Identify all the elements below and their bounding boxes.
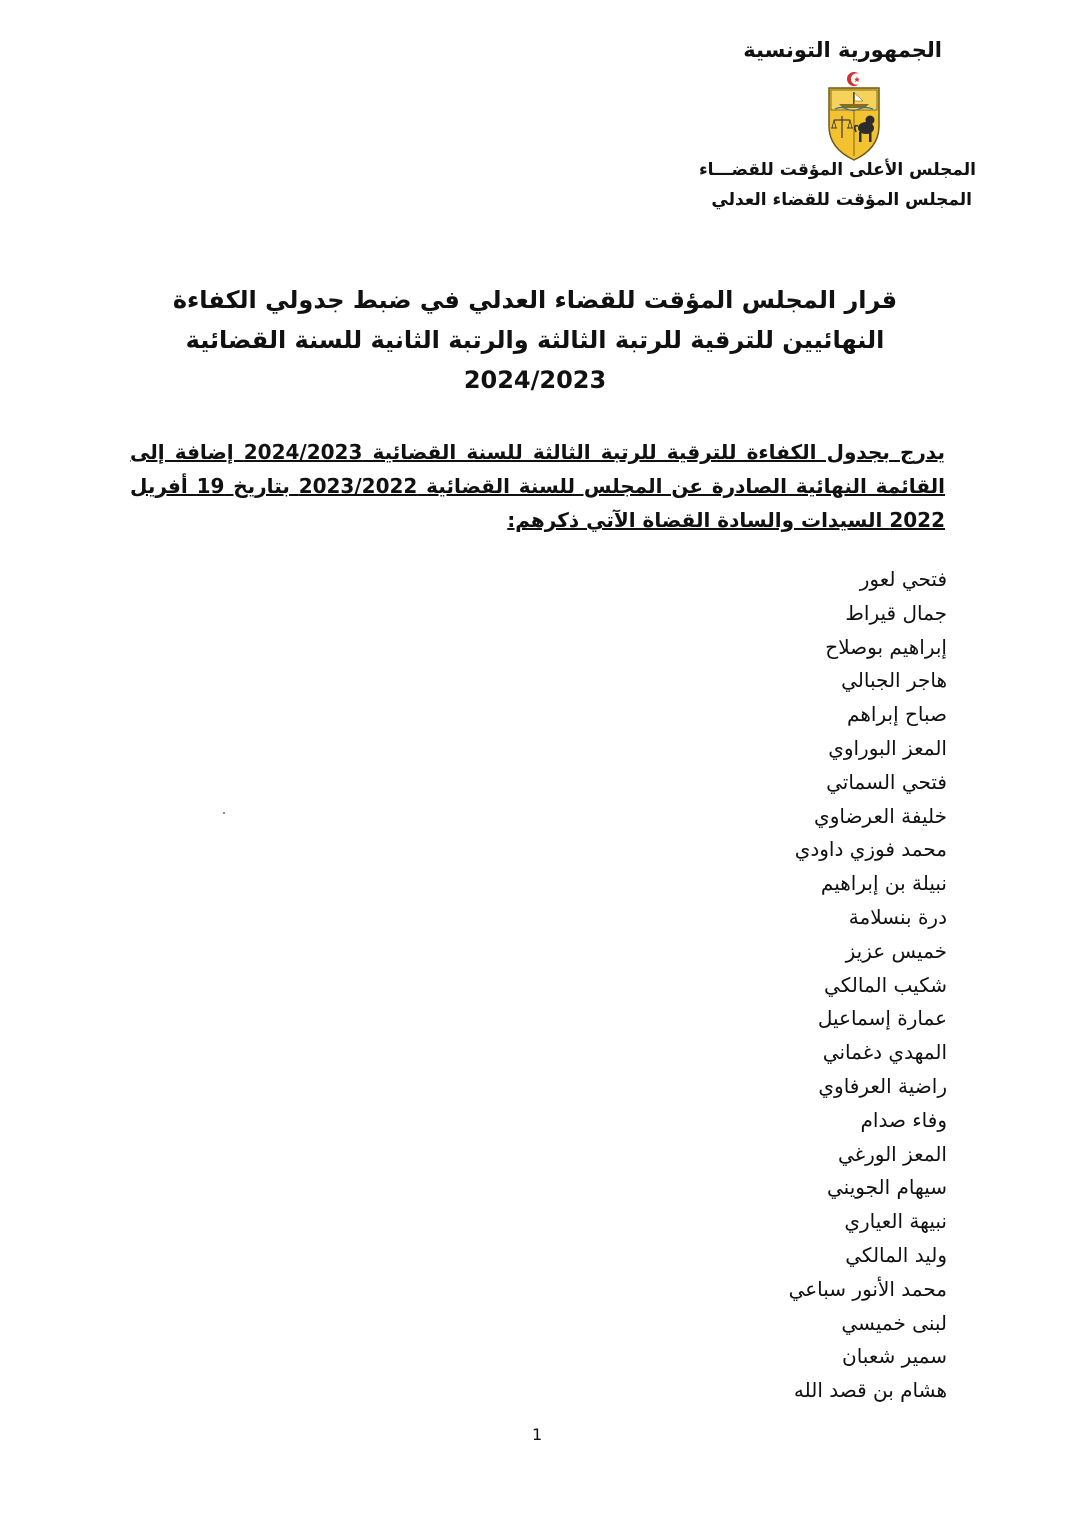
list-item: محمد فوزي داودي xyxy=(794,837,947,862)
judges-list xyxy=(789,563,947,1408)
list-item: المهدي دغماني xyxy=(822,1040,947,1065)
list-item: فتحي السماتي xyxy=(826,769,947,794)
republic-heading: الجمهورية التونسية xyxy=(743,38,942,62)
list-item: شكيب المالكي xyxy=(824,972,947,997)
list-item: وفاء صدام xyxy=(860,1107,947,1132)
judicial-council-heading: المجلس المؤقت للقضاء العدلي xyxy=(711,190,972,210)
list-item: سمير شعبان xyxy=(842,1344,947,1369)
list-item: خليفة العرضاوي xyxy=(814,803,947,828)
list-item: محمد الأنور سباعي xyxy=(788,1276,947,1301)
list-item: إبراهيم بوصلاح xyxy=(825,634,947,659)
scan-speck xyxy=(223,812,225,814)
list-item: هشام بن قصد الله xyxy=(793,1378,947,1403)
decision-title: قرار المجلس المؤقت للقضاء العدلي في ضبط جدولي الكفاءة النهائيين للترقية للرتبة الثالثة والرتبة الثانية للسنة القضائية 2024/2023 xyxy=(172,286,898,394)
list-item: هاجر الجبالي xyxy=(841,668,947,693)
tunisia-coat-of-arms-icon xyxy=(823,70,885,162)
list-item: راضية العرفاوي xyxy=(818,1073,947,1098)
list-item: لبنى خميسي xyxy=(841,1310,947,1335)
list-item: نبيهة العياري xyxy=(844,1209,947,1234)
list-item: المعز الورغي xyxy=(837,1141,947,1166)
list-item: عمارة إسماعيل xyxy=(817,1006,947,1031)
list-item: خميس عزيز xyxy=(845,938,947,963)
list-item: وليد المالكي xyxy=(845,1242,947,1267)
list-item: درة بنسلامة xyxy=(848,904,947,929)
list-item: جمال قيراط xyxy=(845,600,947,625)
supreme-council-heading: المجلس الأعلى المؤقت للقضـــاء xyxy=(698,160,976,180)
list-item: المعز البوراوي xyxy=(828,735,947,760)
page-number: 1 xyxy=(532,1425,543,1444)
list-item: سيهام الجويني xyxy=(826,1175,947,1200)
list-item: صباح إبراهم xyxy=(847,702,947,727)
decision-intro: يدرج بجدول الكفاءة للترقية للرتبة الثالثة للسنة القضائية 2024/2023 إضافة إلى القائمة النهائية الصادرة عن المجلس للسنة القضائية 2023/2022 بتاريخ 19 أفريل 2022 السيدات والسادة القضاة الآتي ذكرهم: xyxy=(130,440,945,532)
list-item: نبيلة بن إبراهيم xyxy=(820,871,947,896)
list-item: فتحي لعور xyxy=(859,567,947,591)
